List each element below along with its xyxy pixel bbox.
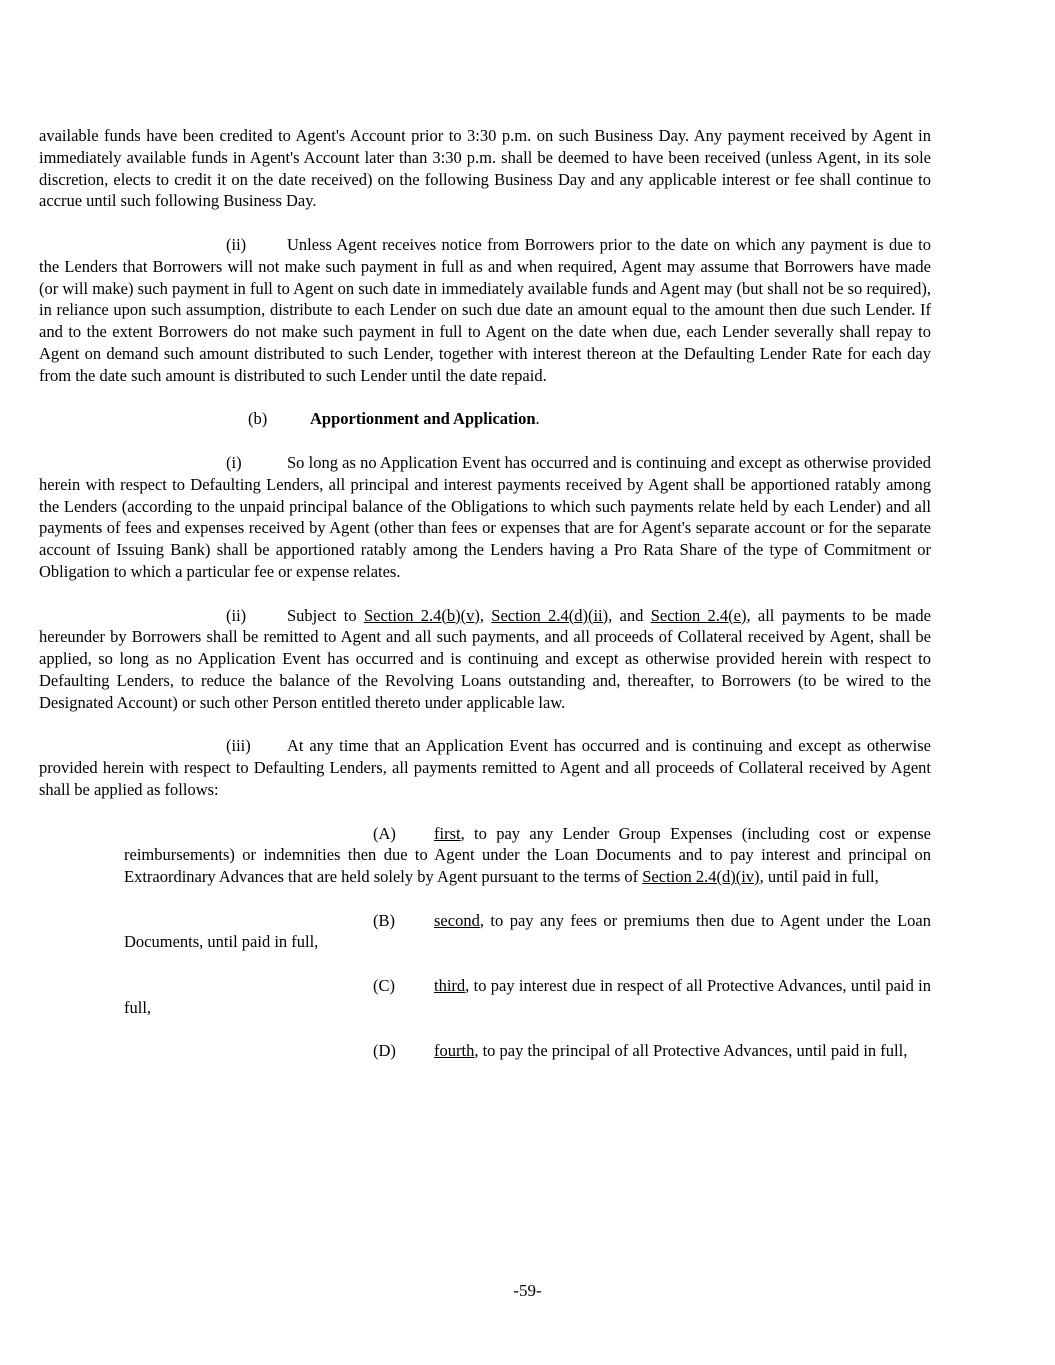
text-segment: , to pay interest due in respect of all Protective Advances, until paid in full,	[124, 976, 931, 1017]
paragraph-b-ii	[39, 605, 931, 714]
paragraph-text: Unless Agent receives notice from Borrowers prior to the date on which any payment is due to the Lenders that Borrowers will not make such payment in full as and when required, Agent may assume that Borrowers have made (or will make) such payment in full to Agent on such date in immediately available funds and Agent may (but shall not be so required), in reliance upon such assumption, distribute to each Lender on such due date an amount equal to the amount then due such Lender. If and to the extent Borrowers do not make such payment in full to Agent on the date when due, each Lender severally shall repay to Agent on demand such amount distributed to such Lender, together with interest thereon at the Defaulting Lender Rate for each day from the date such amount is distributed to such Lender until the date repaid.	[39, 234, 931, 385]
section-reference: Section 2.4(b)(v)	[363, 605, 480, 625]
subparagraph-C	[124, 975, 931, 1019]
text-segment: ,	[479, 605, 492, 625]
text-segment: , to pay any Lender Group Expenses (including cost or expense reimbursements) or indemnities then due to Agent under the Loan Documents and to pay interest and principal on Extraordinary Advances that are held solely by Agent pursuant to the terms of	[124, 823, 931, 887]
text-segment: , until paid in full,	[759, 867, 879, 887]
paragraph-text: So long as no Application Event has occurred and is continuing and except as otherwise provided herein with respect to Defaulting Lenders, all principal and interest payments received by Agent shall be apportioned ratably among the Lenders (according to the unpaid principal balance of the Obligations to which such payments relate held by each Lender) and all payments of fees and expenses received by Agent (other than fees or expenses that are for Agent's separate account or for the separate account of Issuing Bank) shall be apportioned ratably among the Lenders having a Pro Rata Share of the type of Commitment or Obligation to which a particular fee or expense relates.	[39, 452, 931, 581]
priority-keyword: fourth	[434, 1041, 475, 1061]
priority-keyword: first	[434, 823, 461, 843]
paragraph-a-ii	[39, 234, 931, 387]
section-heading-b	[39, 408, 931, 430]
title-period: .	[535, 409, 540, 429]
text-segment: , to pay the principal of all Protective Advances, until paid in full,	[474, 1041, 908, 1061]
text-segment: , to pay any fees or premiums then due to Agent under the Loan Documents, until paid in full,	[124, 910, 931, 952]
text-segment: Subject to	[287, 605, 364, 625]
item-number: (iii)	[226, 736, 251, 756]
priority-keyword: second	[434, 910, 480, 930]
paragraph-b-i	[39, 452, 931, 583]
item-number: (ii)	[226, 605, 247, 625]
section-reference: Section 2.4(e)	[650, 605, 747, 625]
priority-keyword: third	[434, 976, 466, 996]
item-number: (A)	[373, 823, 396, 843]
item-number: (B)	[373, 910, 395, 930]
paragraph-continuation: available funds have been credited to Agent's Account prior to 3:30 p.m. on such Business Day. Any payment received by Agent in immediately available funds in Agent's Account later than 3:30 p.m. shall be deemed to have been received (unless Agent, in its sole discretion, elects to credit it on the date received) on the following Business Day and any applicable interest or fee shall continue to accrue until such following Business Day.	[39, 126, 931, 211]
document-page	[39, 125, 931, 1062]
subparagraph-B	[124, 910, 931, 954]
item-number: (i)	[226, 452, 242, 472]
item-number: (C)	[373, 976, 395, 996]
subparagraph-D	[124, 1040, 931, 1062]
section-title: Apportionment and Application	[310, 409, 536, 429]
item-number: (b)	[248, 409, 268, 429]
paragraph-text: At any time that an Application Event has occurred and is continuing and except as otherwise provided herein with respect to Defaulting Lenders, all payments remitted to Agent and all proceeds of Collateral received by Agent shall be applied as follows:	[39, 736, 931, 799]
section-reference: Section 2.4(d)(ii)	[491, 605, 609, 625]
subparagraph-A	[124, 823, 931, 888]
text-segment: , all payments to be made hereunder by Borrowers shall be remitted to Agent and all such payments, and all proceeds of Collateral received by Agent, shall be applied, so long as no Application Event has occurred and is continuing and except as otherwise provided herein with respect to Defaulting Lenders, to reduce the balance of the Revolving Loans outstanding and, thereafter, to Borrowers (to be wired to the Designated Account) or such other Person entitled thereto under applicable law.	[39, 605, 931, 712]
section-reference: Section 2.4(d)(iv)	[642, 867, 760, 887]
text-segment: , and	[608, 605, 651, 625]
item-number: (D)	[373, 1041, 396, 1061]
page-number: -59-	[513, 1281, 542, 1300]
item-number: (ii)	[226, 234, 247, 254]
paragraph-b-iii	[39, 735, 931, 800]
